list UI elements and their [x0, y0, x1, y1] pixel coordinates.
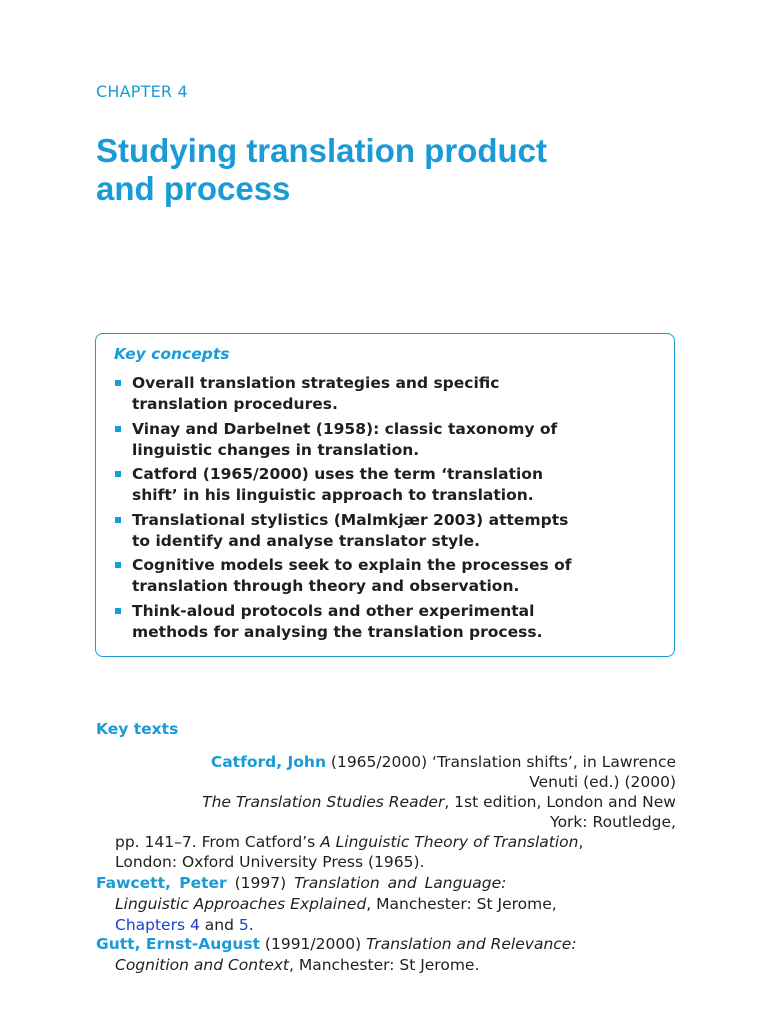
bullet-square-icon: [115, 608, 121, 614]
chapter-title-line1: Studying translation product: [96, 132, 547, 169]
chapter-title: [96, 132, 656, 208]
reference-author: Catford, John: [210, 753, 326, 771]
reference-author: Gutt, Ernst-August: [96, 935, 260, 953]
reference-author: Fawcett, Peter: [96, 874, 227, 892]
key-concept-item: Overall translation strategies and specific translation procedures.: [114, 373, 654, 415]
bullet-square-icon: [115, 517, 121, 523]
key-concept-item: Cognitive models seek to explain the processes of translation through theory and observation.: [114, 555, 654, 597]
key-concept-item: Catford (1965/2000) uses the term ‘translation shift’ in his linguistic approach to translation.: [114, 464, 654, 506]
bullet-square-icon: [115, 426, 121, 432]
key-concepts-heading: Key concepts: [114, 345, 230, 363]
bullet-square-icon: [115, 562, 121, 568]
bullet-square-icon: [115, 380, 121, 386]
key-concept-item: Think-aloud protocols and other experimental methods for analysing the translation process.: [114, 601, 654, 643]
chapter-title-line2: and process: [96, 170, 291, 207]
key-concepts-list: [114, 373, 654, 647]
chapter-5-link[interactable]: 5: [238, 916, 249, 934]
reference-fawcett: Fawcett, Peter (1997) Translation and Language: Linguistic Approaches Explained, Manchester: St Jerome, Chapters 4 and 5.: [96, 874, 557, 934]
key-concepts-box: [95, 333, 675, 657]
bullet-square-icon: [115, 471, 121, 477]
key-concept-item: Translational stylistics (Malmkjær 2003) attempts to identify and analyse translator style.: [114, 510, 654, 552]
chapters-4-link[interactable]: Chapters 4: [115, 916, 200, 934]
key-texts-heading: Key texts: [96, 720, 179, 738]
reference-catford: Catford, John (1965/2000) ‘Translation shifts’, in Lawrence Venuti (ed.) (2000) The Translation Studies Reader, 1st edition, London and New York: Routledge, pp. 141–7. From Catford’s A Linguistic Theory of Translation, London: Oxford University Press (1965).: [115, 753, 676, 871]
chapter-label: CHAPTER 4: [96, 82, 188, 101]
key-concept-item: Vinay and Darbelnet (1958): classic taxonomy of linguistic changes in translation.: [114, 419, 654, 461]
reference-gutt: Gutt, Ernst-August (1991/2000) Translation and Relevance: Cognition and Context, Manchester: St Jerome.: [96, 935, 577, 974]
